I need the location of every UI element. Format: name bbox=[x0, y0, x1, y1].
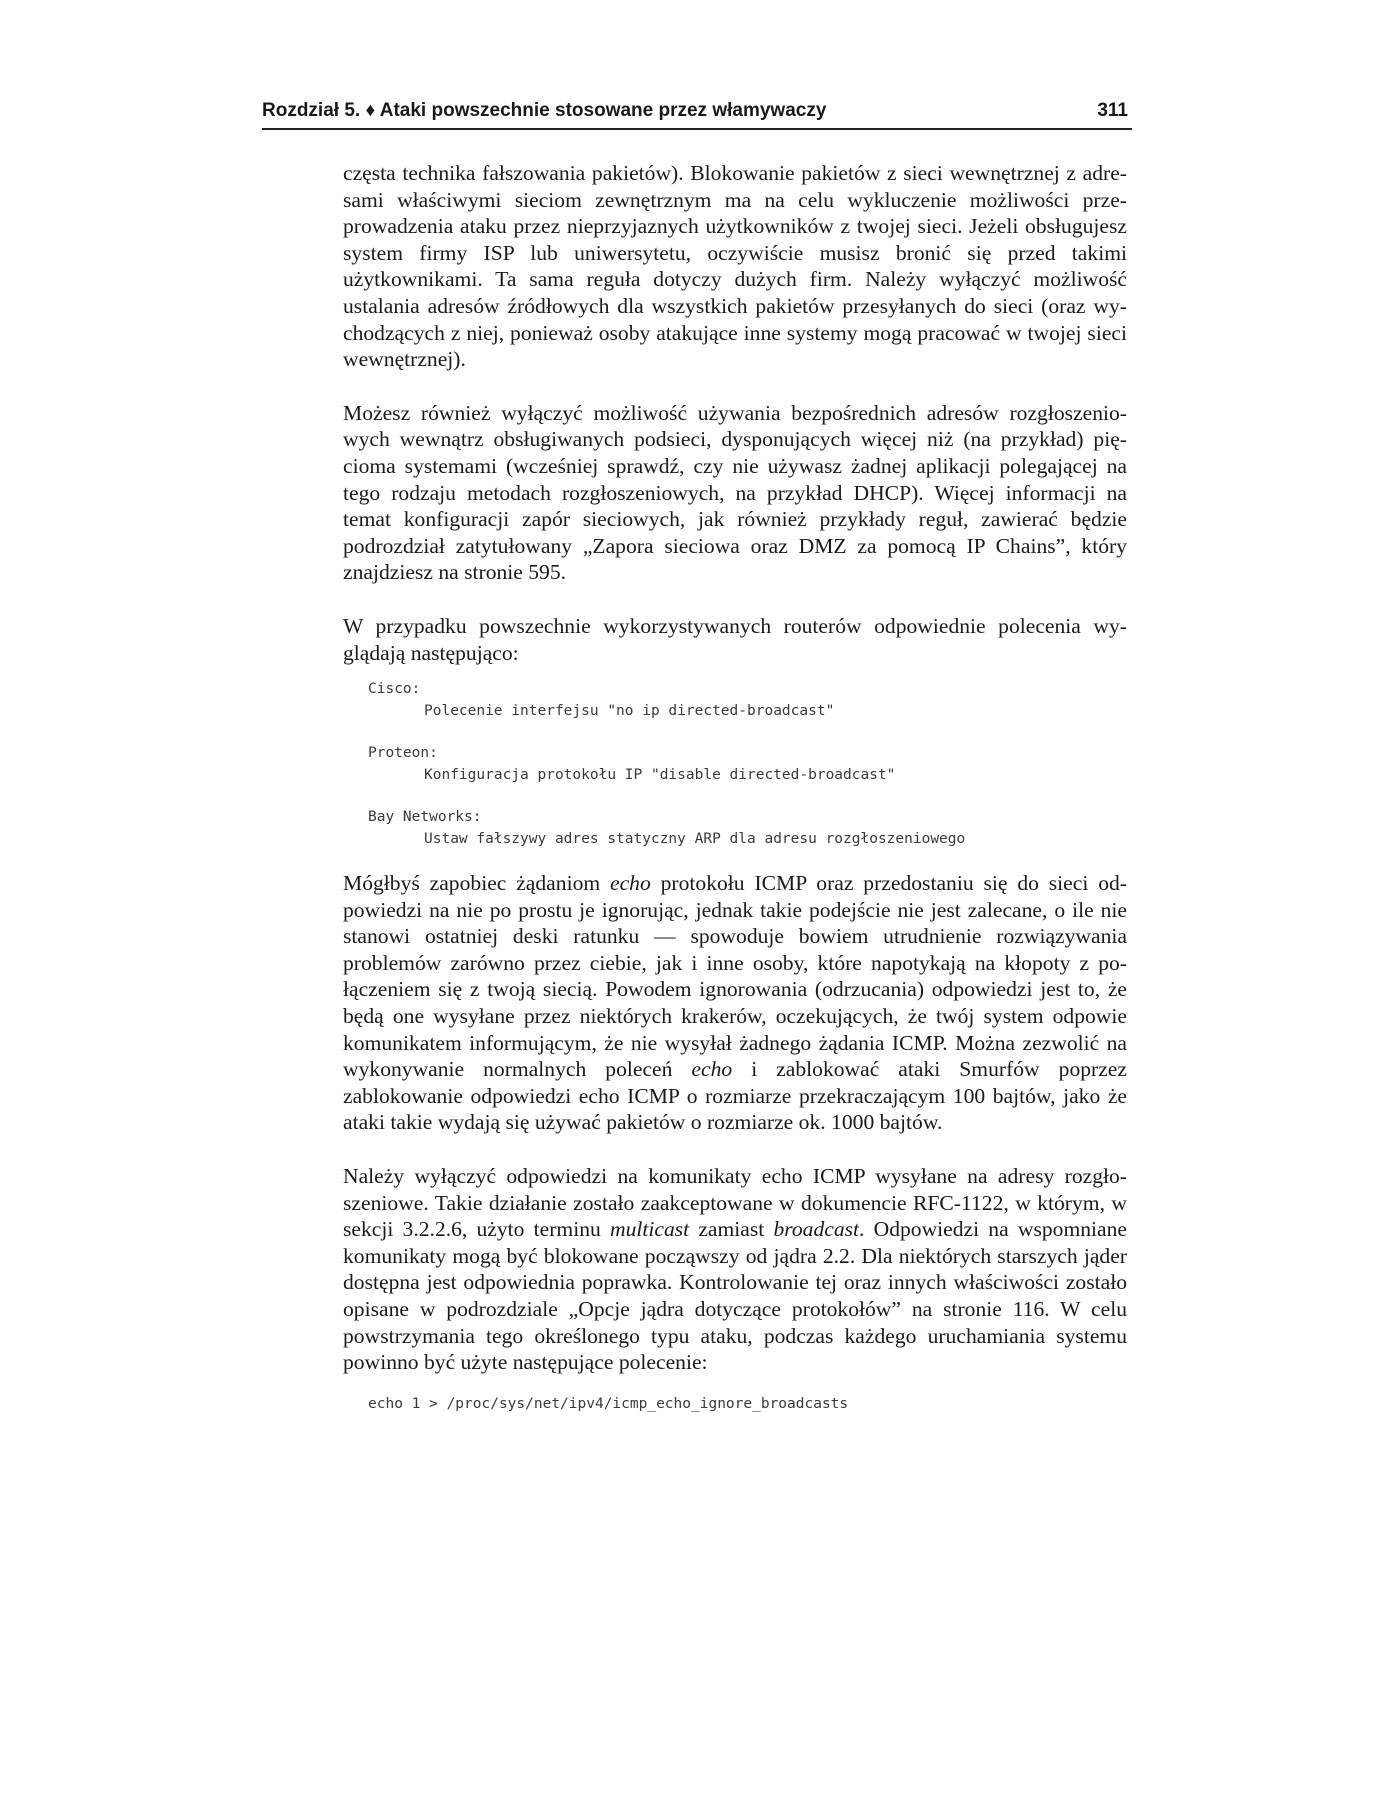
paragraph-1: częsta technika fałszowania pakietów). Blokowanie pakietów z sieci wewnętrznej z adresami właściwymi sieciom zewnętrznym ma na celu wykluczenie możliwości przeprowadzenia ataku przez nieprzyjaznych użytkowników z twojej sieci. Jeżeli obsługujesz system firmy ISP lub uniwersytetu, oczywiście musisz bronić się przed takimi użytkownikami. Ta sama reguła dotyczy dużych firm. Należy wyłączyć możliwość ustalania adresów źródłowych dla wszystkich pakietów przesyłanych do sieci (oraz wychodzących z niej, ponieważ osoby atakujące inne systemy mogą pracować w twojej sieci wewnętrznej). bbox=[343, 161, 1127, 372]
paragraph-5 bbox=[343, 1163, 1127, 1376]
chapter-title: Ataki powszechnie stosowane przez włamywaczy bbox=[379, 100, 827, 121]
multicast-term: multicast bbox=[609, 1217, 690, 1242]
router-command: Konfiguracja protokołu IP "disable directed-broadcast" bbox=[424, 767, 896, 784]
router-command: Polecenie interfejsu "no ip directed-broadcast" bbox=[424, 703, 835, 720]
paragraph-4-text-1: Mógłbyś zapobiec żądaniom bbox=[343, 871, 611, 896]
paragraph-4 bbox=[343, 870, 1127, 1136]
router-command: Ustaw fałszywy adres statyczny ARP dla adresu rozgłoszeniowego bbox=[424, 831, 966, 848]
broadcast-term: broadcast bbox=[773, 1217, 860, 1242]
paragraph-5-text-2: zamiast bbox=[689, 1217, 774, 1242]
running-header bbox=[262, 98, 1132, 130]
paragraph-2: Możesz również wyłączyć możliwość używania bezpośrednich adresów rozgłoszeniowych wewnątrz obsługiwanych podsieci, dysponujących więcej niż (na przykład) pięcioma systemami (wcześniej sprawdź, czy nie używasz żadnej aplikacji polegającej na tego rodzaju metodach rozgłoszeniowych, na przykład DHCP). Więcej informacji na temat konfiguracji zapór sieciowych, jak również przykłady reguł, zawierać będzie podrozdział zatytułowany „Zapora sieciowa oraz DMZ za pomocą IP Chains”, który znajdziesz na stronie 595. bbox=[343, 400, 1127, 585]
router-label: Bay Networks: bbox=[368, 809, 482, 826]
chapter-label: Rozdział 5. bbox=[262, 100, 361, 121]
router-label: Cisco: bbox=[368, 681, 421, 698]
router-command-proteon bbox=[368, 742, 1127, 786]
router-label: Proteon: bbox=[368, 745, 438, 762]
paragraph-5-text-1: Należy wyłączyć odpowiedzi na komunikaty echo ICMP wysyłane na adresy rozgłoszeniowe. Takie działanie zostało zaakceptowane w dokumencie RFC-1122, w którym, w sekcji 3.2.2.6, użyto terminu bbox=[343, 1164, 1127, 1242]
echo-term: echo bbox=[691, 1057, 733, 1082]
body-text bbox=[343, 160, 1127, 1415]
paragraph-4-text-3: i zablokować ataki Smurfów poprzez zablokowanie odpowiedzi echo ICMP o rozmiarze przekraczającym 100 bajtów, jako że ataki takie wydają się używać pakietów o rozmiarze ok. 1000 bajtów. bbox=[343, 1057, 1127, 1135]
final-command: echo 1 > /proc/sys/net/ipv4/icmp_echo_ignore_broadcasts bbox=[368, 1395, 849, 1412]
diamond-bullet-icon: ♦ bbox=[365, 100, 376, 121]
router-commands-block bbox=[368, 678, 1127, 850]
chapter-heading bbox=[262, 98, 826, 124]
paragraph-3: W przypadku powszechnie wykorzystywanych routerów odpowiednie polecenia wyglądają następująco: bbox=[343, 613, 1127, 665]
echo-term: echo bbox=[610, 871, 651, 896]
router-command-bay-networks bbox=[368, 806, 1127, 850]
router-command-cisco bbox=[368, 678, 1127, 722]
paragraph-5-text-3: . Odpowiedzi na wspomniane komunikaty mogą być blokowane począwszy od jądra 2.2. Dla niektórych starszych jąder dostępna jest odpowiednia poprawka. Kontrolowanie tej oraz innych właściwości zostało opisane w podrozdziale „Opcje jądra dotyczące protokołów” na stronie 116. W celu powstrzymania tego określonego typu ataku, podczas każdego uruchamiania systemu powinno być użyte następujące polecenie: bbox=[343, 1217, 1128, 1375]
paragraph-4-text-2: protokołu ICMP oraz przedostaniu się do sieci odpowiedzi na nie po prostu je ignorując, jednak takie podejście nie jest zalecane, o ile nie stanowi ostatniej deski ratunku — spowoduje bowiem utrudnienie rozwiązywania problemów zarówno przez ciebie, jak i inne osoby, które napotykają na kłopoty z połączeniem się z twoją siecią. Powodem ignorowania (odrzucania) odpowiedzi jest to, że będą one wysyłane przez niektórych krakerów, oczekujących, że twój system odpowie komunikatem informującym, że nie wysyłał żadnego żądania ICMP. Można zezwolić na wykonywanie normalnych poleceń bbox=[343, 871, 1127, 1082]
page-number: 311 bbox=[1097, 100, 1128, 121]
